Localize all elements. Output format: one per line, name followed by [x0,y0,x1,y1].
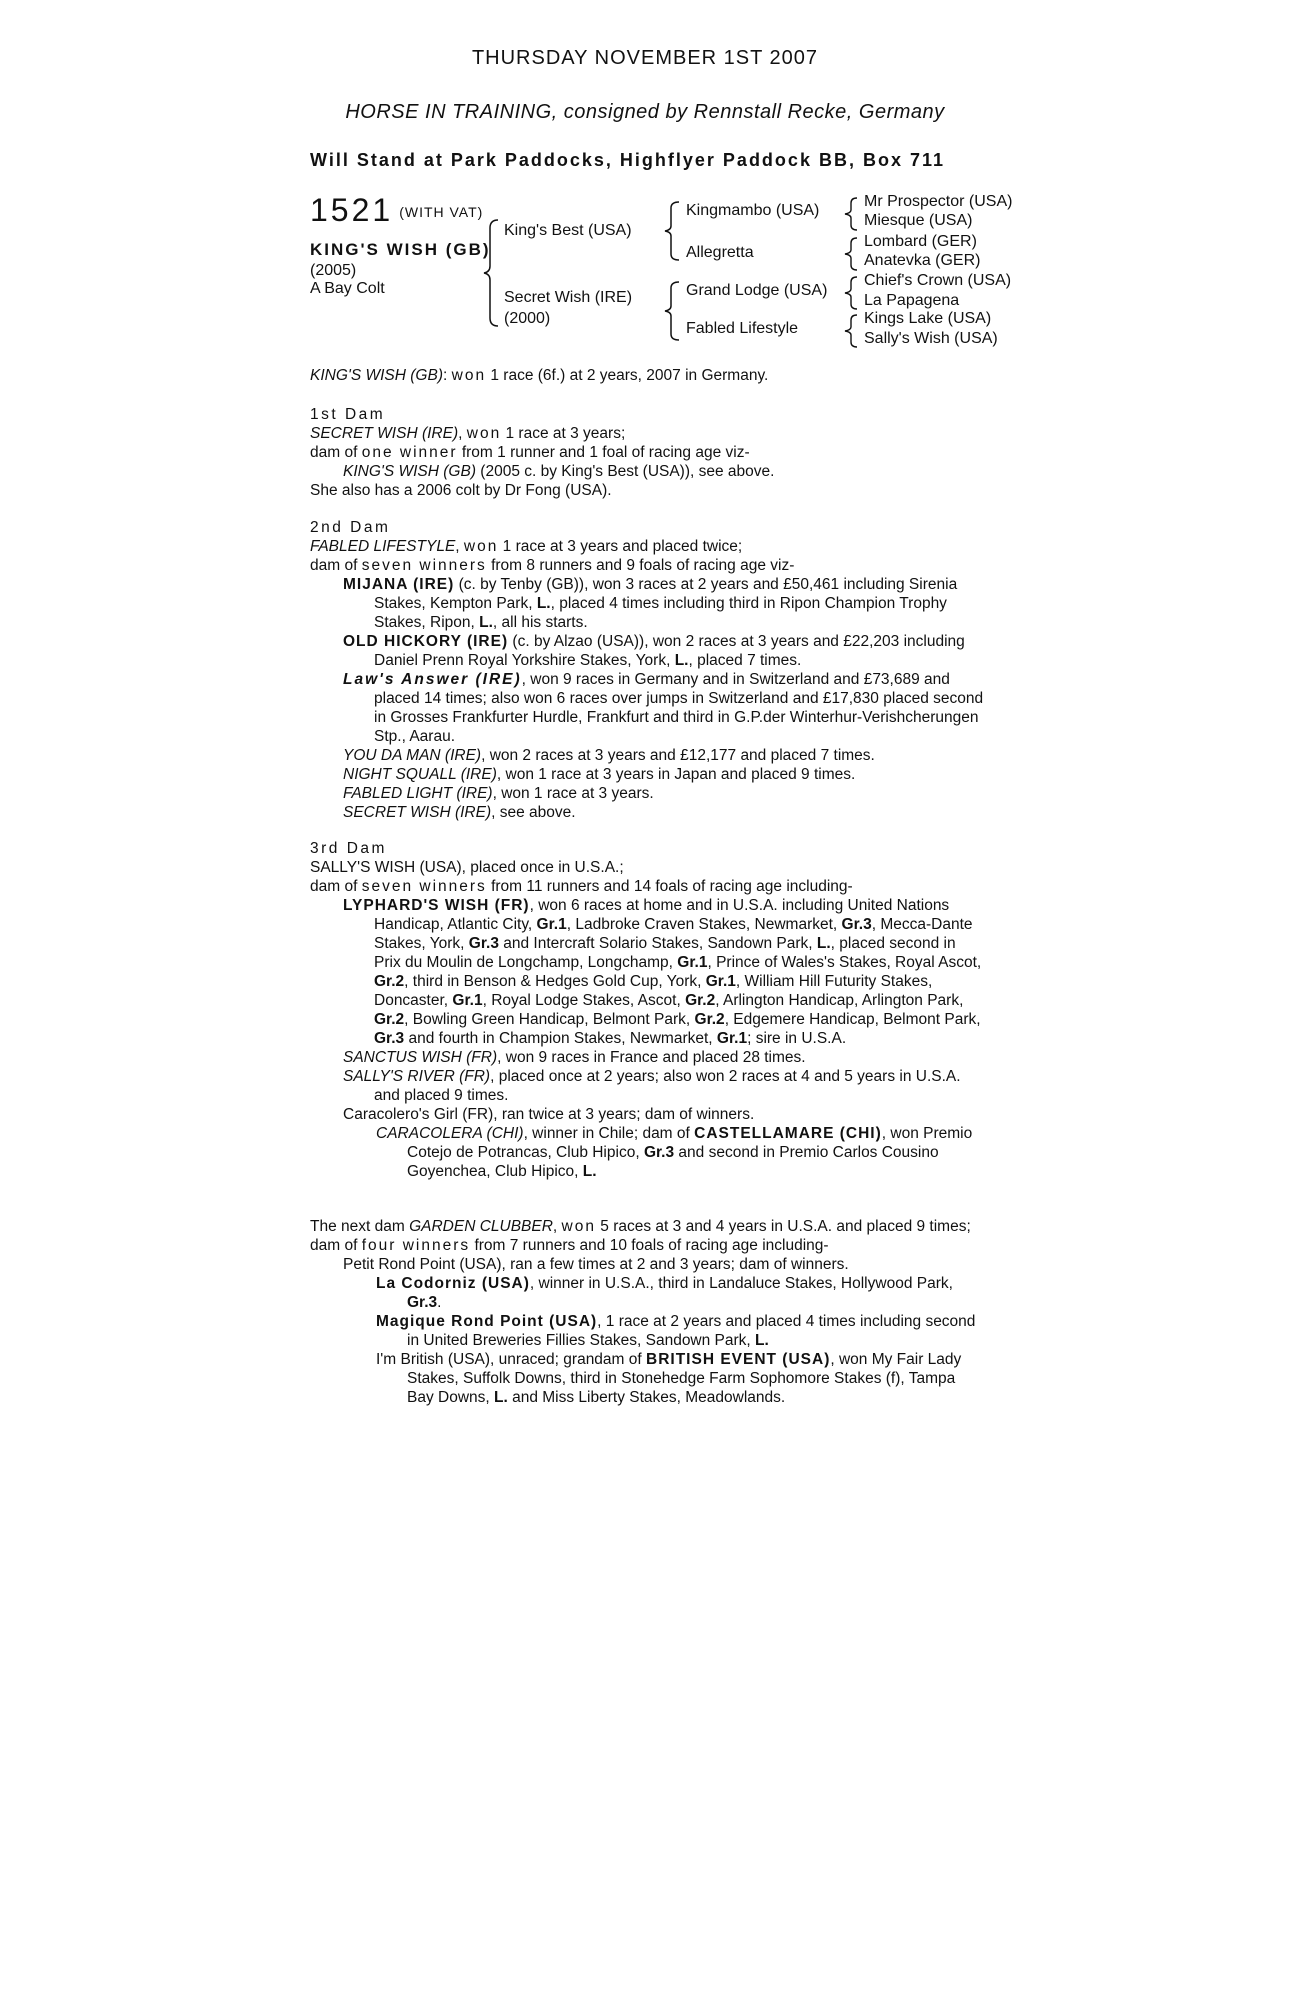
text: ; sire in U.S.A. [747,1030,847,1047]
horse-name: KING'S WISH (GB) [310,240,491,259]
produce-name: YOU DA MAN (IRE) [343,747,482,764]
first-dam-heading: 1st Dam [310,406,386,423]
text: 1 race at 3 years and placed twice; [498,538,743,555]
text: , won My Fair Lady Stakes, Suffolk Downs, third in Stonehedge Farm Sophomore Stakes (f), Tampa Bay Downs, [407,1351,962,1406]
text: , Prince of Wales's Stakes, Royal Ascot, [707,954,982,971]
second-dam-section [310,518,985,822]
produce-entry-gen2 [310,1312,985,1350]
pedigree-dds: Kings Lake (USA) [864,310,992,327]
lot-number-value: 1521 [310,192,394,228]
text: , won 9 races in Germany and in Switzerland and £73,689 and placed 14 times; also won 6 races over jumps in Switzerland and £17,830 placed second in Grosses Frankfurter Hurdle, Frankfurt and third in G.P.der Winterhur-Verishcherungen Stp., Aarau. [374,671,984,745]
text: , see above. [491,804,576,821]
fourth-dam-produce-line [310,1236,985,1255]
pedigree-dam-year: (2000) [504,310,551,327]
text: , won 2 races at 3 years and £12,177 and placed 7 times. [481,747,875,764]
grade: Gr.1 [705,973,736,990]
produce-name: OLD HICKORY (IRE) [343,633,509,650]
produce-entry: Petit Rond Point (USA), ran a few times at 2 and 3 years; dam of winners. [343,1256,849,1273]
produce-name: SANCTUS WISH (FR) [343,1049,498,1066]
text: , third in Benson & Hedges Gold Cup, York, [404,973,706,990]
text: (2005 c. by King's Best (USA)), see above. [476,463,775,480]
produce-entry [310,746,985,765]
produce-name: SECRET WISH (IRE) [343,804,492,821]
first-dam-won: won [466,425,502,442]
vat-note: (WITH VAT) [399,204,484,220]
second-dam-name: FABLED LIFESTYLE [310,538,456,555]
pedigree-sss: Mr Prospector (USA) [864,193,1013,210]
produce-name: LYPHARD'S WISH (FR) [343,897,530,914]
pedigree-sd: Allegretta [686,244,754,261]
winners-count: four winners [361,1237,471,1254]
produce-name: SALLY'S RIVER (FR) [343,1068,491,1085]
summary-horse: KING'S WISH (GB) [310,367,443,384]
produce-name: CASTELLAMARE (CHI) [694,1125,882,1142]
first-dam-line: SECRET WISH (IRE), won 1 race at 3 years; [310,425,626,442]
summary-sep: : [443,367,452,384]
text: and second in Premio Carlos Cousino Goyenchea, Club Hipico, [407,1144,939,1180]
produce-entry-gen2 [310,1274,985,1312]
text: , placed 7 times. [688,652,802,669]
text: , Mecca-Dante Stakes, York, [374,916,973,952]
text: from 7 runners and 10 foals of racing age including- [470,1237,829,1254]
third-dam-line: SALLY'S WISH (USA), placed once in U.S.A.; [310,859,624,876]
text: , [552,1218,562,1235]
grade: L. [494,1389,508,1406]
produce-name: FABLED LIGHT (IRE) [343,785,493,802]
race-summary [310,366,985,385]
pedigree-ssd: Miesque (USA) [864,212,973,229]
third-dam-produce-line [310,877,985,896]
fourth-dam-section [310,1217,985,1407]
pedigree-ss: Kingmambo (USA) [686,202,820,219]
text: I'm British (USA), unraced; grandam of [376,1351,647,1368]
pedigree-sdd: Anatevka (GER) [864,252,981,269]
bracket-g3-2 [845,236,861,272]
grade: L. [536,595,551,612]
pedigree-bracket-dam [665,280,685,342]
consignor-line: HORSE IN TRAINING, consigned by Rennstall Recke, Germany [345,101,945,123]
text: , Edgemere Handicap, Belmont Park, [724,1011,981,1028]
second-dam-heading: 2nd Dam [310,519,391,536]
grade: Gr.1 [677,954,708,971]
produce-entry: Caracolero's Girl (FR), ran twice at 3 years; dam of winners. [343,1106,755,1123]
grade: L. [479,614,493,631]
produce-name: KING'S WISH (GB) [343,463,476,480]
text: dam of [310,1237,362,1254]
text: The next dam [310,1218,410,1235]
first-dam-rest: 1 race at 3 years; [501,425,626,442]
grade: Gr.3 [468,935,499,952]
horse-description: A Bay Colt [310,280,385,297]
text: , won 6 races at home and in U.S.A. including United Nations Handicap, Atlantic City, [374,897,950,933]
grade: L. [755,1332,769,1349]
pedigree-dss: Chief's Crown (USA) [864,272,1012,289]
text: , 1 race at 2 years and placed 4 times including second in United Breweries Fillies Stakes, Sandown Park, [407,1313,976,1349]
text: , placed 4 times including third in Ripon Champion Trophy Stakes, Ripon, [374,595,947,631]
second-dam-produce-line [310,556,985,575]
sale-date: THURSDAY NOVEMBER 1ST 2007 [471,47,819,69]
pedigree-sds: Lombard (GER) [864,233,977,250]
pedigree-ds: Grand Lodge (USA) [686,282,828,299]
fourth-dam-line [310,1217,985,1236]
produce-name: NIGHT SQUALL (IRE) [343,766,497,783]
produce-entry [310,765,985,784]
grade: Gr.2 [694,1011,725,1028]
produce-name: Law's Answer (IRE) [343,671,522,688]
produce-entry [310,670,985,746]
text: , William Hill Futurity Stakes, Doncaster, [374,973,933,1009]
text: , Arlington Handicap, Arlington Park, [715,992,964,1009]
grade: Gr.2 [374,973,405,990]
grade: Gr.3 [841,916,872,933]
text: from 1 runner and 1 foal of racing age viz- [457,444,750,461]
text: , won 9 races in France and placed 28 times. [497,1049,806,1066]
text: and Intercraft Solario Stakes, Sandown Park, [498,935,817,952]
fourth-dam-name: GARDEN CLUBBER [409,1218,553,1235]
produce-entry [310,1048,985,1067]
text: , winner in Chile; dam of [523,1125,695,1142]
third-dam-section [310,839,985,1181]
pedigree-bracket-main [484,218,504,328]
text: dam of [310,878,362,895]
grade: L. [674,652,689,669]
produce-entry [310,784,985,803]
text: , Ladbroke Craven Stakes, Newmarket, [566,916,842,933]
summary-rest: 1 race (6f.) at 2 years, 2007 in Germany. [486,367,769,384]
produce-entry [310,632,985,670]
summary-won: won [451,367,487,384]
third-dam-heading: 3rd Dam [310,840,387,857]
text: , won 1 race at 3 years. [492,785,654,802]
text: . [437,1294,442,1311]
text: (c. by Alzao (USA)), won 2 races at 3 years and £22,203 including Daniel Prenn Royal Yorkshire Stakes, York, [374,633,965,669]
won: won [561,1218,596,1235]
pedigree-dam: Secret Wish (IRE) [504,289,633,306]
produce-entry [310,896,985,1048]
grade: Gr.1 [536,916,567,933]
stand-location: Will Stand at Park Paddocks, Highflyer Paddock BB, Box 711 [310,150,945,170]
produce-entry [310,575,985,632]
grade: Gr.1 [716,1030,748,1047]
produce-name: MIJANA (IRE) [343,576,455,593]
produce-name: Magique Rond Point (USA) [376,1313,598,1330]
bracket-g3-4 [845,313,861,349]
text: , won 1 race at 3 years in Japan and placed 9 times. [496,766,856,783]
first-dam-name: SECRET WISH (IRE) [310,425,459,442]
pedigree-dd: Fabled Lifestyle [686,320,799,337]
text: , winner in U.S.A., third in Landaluce Stakes, Hollywood Park, [529,1275,953,1292]
bracket-g3-1 [845,196,861,232]
grade: Gr.2 [685,992,716,1009]
grade: Gr.2 [374,1011,405,1028]
produce-entry-gen2 [310,1124,985,1181]
text: 5 races at 3 and 4 years in U.S.A. and placed 9 times; [595,1218,971,1235]
text: (c. by Tenby (GB)), won 3 races at 2 years and £50,461 including Sirenia Stakes, Kempton Park, [374,576,958,612]
text: , Royal Lodge Stakes, Ascot, [482,992,686,1009]
first-dam-produce [310,462,985,481]
text: , won Premio Cotejo de Potrancas, Club Hipico, [407,1125,973,1161]
winners-count: seven winners [361,557,487,574]
bracket-g3-3 [845,275,861,311]
first-dam-note: She also has a 2006 colt by Dr Fong (USA). [310,482,612,499]
grade: Gr.3 [407,1294,438,1311]
text: dam of [310,444,362,461]
second-dam-line: FABLED LIFESTYLE, won 1 race at 3 years and placed twice; [310,538,743,555]
first-dam-section [310,405,985,500]
text: and fourth in Champion Stakes, Newmarket, [404,1030,717,1047]
text: , all his starts. [492,614,588,631]
text: and Miss Liberty Stakes, Meadowlands. [507,1389,786,1406]
text: dam of [310,557,362,574]
produce-name: CARACOLERA (CHI) [376,1125,524,1142]
horse-year: (2005) [310,262,357,279]
produce-name: La Codorniz (USA) [376,1275,530,1292]
lot-number [310,192,483,229]
pedigree-sire: King's Best (USA) [504,222,632,239]
produce-entry [310,803,985,822]
grade: Gr.3 [374,1030,405,1047]
produce-entry [310,1067,985,1105]
text: , placed second in Prix du Moulin de Longchamp, Longchamp, [374,935,956,971]
pedigree-bracket-sire [665,200,685,262]
winners-count: one winner [361,444,458,461]
text: , Bowling Green Handicap, Belmont Park, [404,1011,695,1028]
grade: Gr.1 [452,992,483,1009]
pedigree-ddd: Sally's Wish (USA) [864,330,998,347]
text: , placed once at 2 years; also won 2 races at 4 and 5 years in U.S.A. and placed 9 times. [374,1068,961,1104]
first-dam-produce-line [310,443,985,462]
produce-entry-gen2 [310,1350,985,1407]
produce-name: BRITISH EVENT (USA) [646,1351,831,1368]
winners-count: seven winners [361,878,487,895]
won: won [463,538,499,555]
pedigree-dsd: La Papagena [864,292,960,309]
text: from 8 runners and 9 foals of racing age viz- [486,557,795,574]
text: from 11 runners and 14 foals of racing age including- [486,878,853,895]
grade: L. [816,935,831,952]
grade: Gr.3 [643,1144,675,1161]
grade: L. [582,1163,597,1180]
